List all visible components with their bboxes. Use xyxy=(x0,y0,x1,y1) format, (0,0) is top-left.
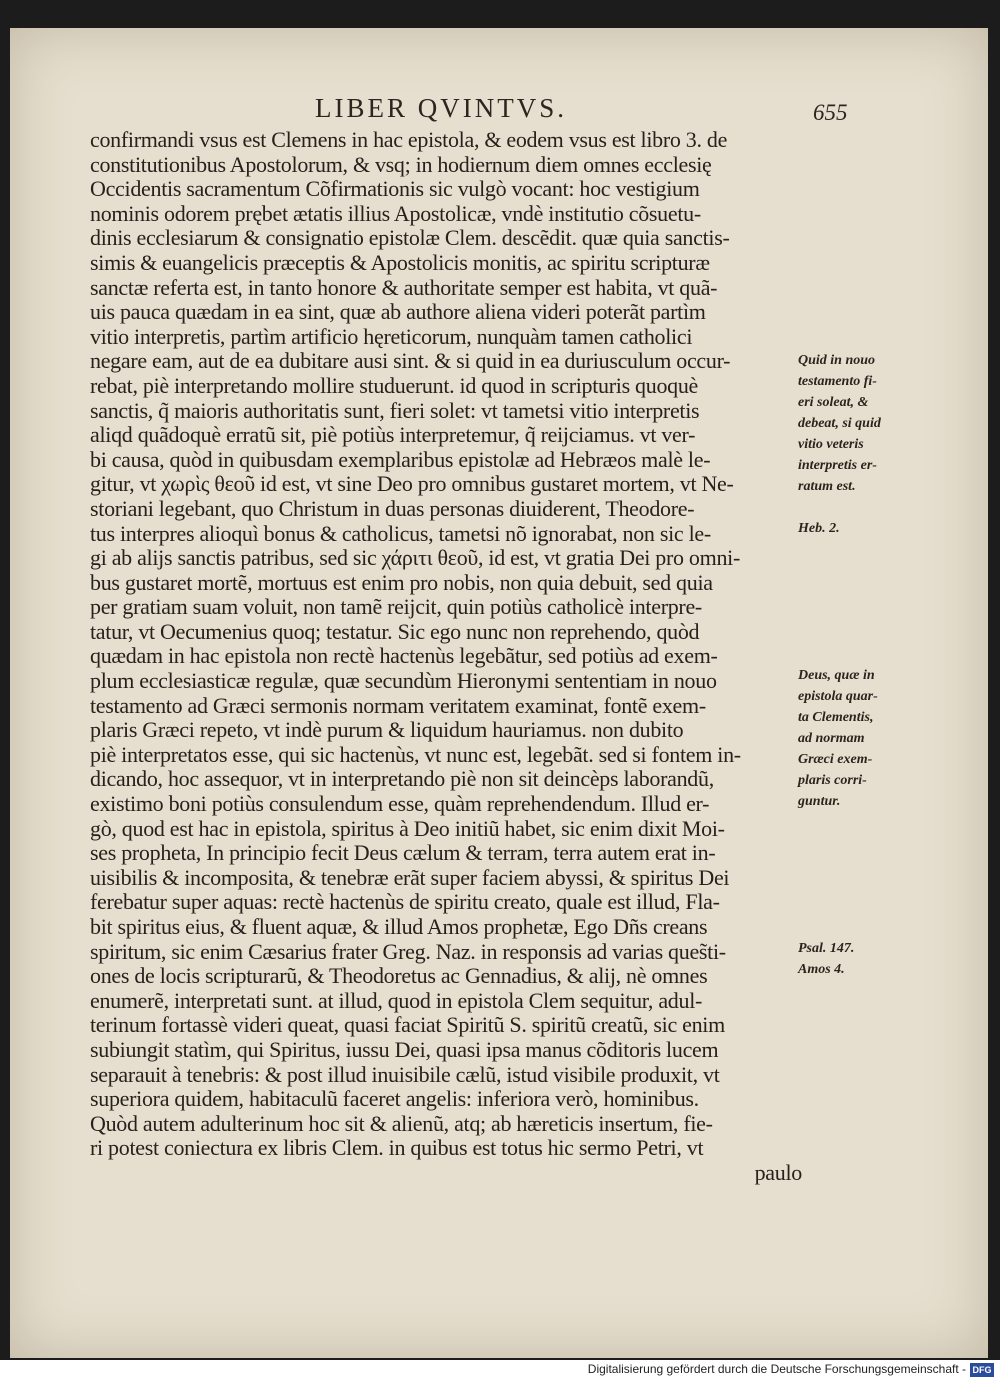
margin-note-line: Heb. 2. xyxy=(798,521,840,536)
body-text xyxy=(90,128,802,1186)
text-line: superiora quidem, habitaculũ faceret angelis: inferiora verò, hominibus. xyxy=(90,1086,699,1112)
text-line: simis & euangelicis præceptis & Apostolicis monitis, ac spiritu scripturæ xyxy=(90,249,710,275)
text-line: plaris Græci repeto, vt indè purum & liquidum hauriamus. non dubito xyxy=(90,717,684,743)
margin-note-line xyxy=(798,917,918,938)
text-line: gitur, vt χωρὶς θεοῦ id est, vt sine Deo pro omnibus gustaret mortem, vt Ne- xyxy=(90,471,734,497)
text-line: ferebatur super aquas: rectè hactenùs de spiritu creato, quale est illud, Fla- xyxy=(90,889,720,915)
margin-note-line xyxy=(798,623,918,644)
text-line: per gratiam suam voluit, non tamẽ reijcit, quin potiùs catholicè interpre- xyxy=(90,594,702,620)
text-line: bus gustaret mortẽ, mortuus est enim pro nobis, non quia debuit, sed quia xyxy=(90,569,713,595)
text-line: enumerẽ, interpretati sunt. at illud, quod in epistola Clem sequitur, adul- xyxy=(90,987,703,1013)
margin-note-line xyxy=(798,833,918,854)
text-line: tus interpres alioquì bonus & catholicus, tametsi nõ ignorabat, non sic le- xyxy=(90,520,711,546)
text-line: dicando, hoc assequor, vt in interpretando piè non sit deincèps laborandũ, xyxy=(90,766,714,792)
text-line: confirmandi vsus est Clemens in hac epistola, & eodem vsus est libro 3. de xyxy=(90,127,728,152)
text-line: Quòd autem adulterinum hoc sit & alienũ, atq; ab hæreticis insertum, fie- xyxy=(90,1110,713,1136)
margin-note-line xyxy=(798,539,918,560)
margin-note-line: Deus, quæ in xyxy=(798,668,875,683)
text-line: bi causa, quòd in quibusdam exemplaribus epistolæ ad Hebræos malè le- xyxy=(90,446,711,472)
margin-note-line xyxy=(798,854,918,875)
text-line: sanctæ referta est, in tanto honore & authoritate semper est habita, vt quã- xyxy=(90,274,718,300)
running-title: LIBER QVINTVS. xyxy=(315,93,567,123)
text-line: ri potest coniectura ex libris Clem. in quibus est totus hic sermo Petri, vt xyxy=(90,1135,704,1161)
text-line: terinum fortassè videri queat, quasi faciat Spiritũ S. spiritũ creatũ, sic enim xyxy=(90,1012,725,1038)
text-line: storiani legebant, quo Christum in duas personas diuiderent, Theodore- xyxy=(90,495,695,521)
text-line: vitio interpretis, partìm artificio hęreticorum, nunquàm tamen catholici xyxy=(90,323,693,349)
text-line: sanctis, q̃ maioris authoritatis sunt, fieri solet: vt tametsi vitio interpretis xyxy=(90,397,700,423)
text-line: ones de locis scripturarũ, & Theodoretus ac Gennadius, & alij, nè omnes xyxy=(90,963,708,989)
margin-note-line: Psal. 147. xyxy=(798,941,855,956)
text-line: spiritum, sic enim Cæsarius frater Greg. Naz. in responsis ad varias ques̃ti- xyxy=(90,938,726,964)
text-line: uis pauca quædam in ea sint, quæ ab authore aliena videri poterãt partìm xyxy=(90,299,706,325)
margin-note-line: eri soleat, & xyxy=(798,395,869,410)
margin-note-line xyxy=(798,896,918,917)
text-line: negare eam, aut de ea dubitare ausi sint. & si quid in ea duriusculum occur- xyxy=(90,348,731,374)
page-number: 655 xyxy=(813,100,848,125)
margin-note-line: interpretis er- xyxy=(798,458,877,473)
text-line: ses propheta, In principio fecit Deus cælum & terram, terra autem erat in- xyxy=(90,840,716,866)
margin-note-line: Quid in nouo xyxy=(798,353,876,368)
text-line: testamento ad Græci sermonis normam veritatem examinat, fontẽ exem- xyxy=(90,692,706,718)
text-line: separauit à tenebris: & post illud inuisibile cælũ, istud visibile produxit, vt xyxy=(90,1061,720,1087)
text-line: uisibilis & incomposita, & tenebræ erãt super faciem abyssi, & spiritus Dei xyxy=(90,864,730,890)
margin-note-line: ad normam xyxy=(798,731,865,746)
margin-note-line xyxy=(798,812,918,833)
margin-note-line: plaris corri- xyxy=(798,773,867,788)
margin-note-line: ta Clementis, xyxy=(798,710,874,725)
text-line: Occidentis sacramentum Cõfirmationis sic vulgò vocant: hoc vestigium xyxy=(90,176,700,202)
margin-note-line: epistola quar- xyxy=(798,689,878,704)
margin-note-line xyxy=(798,560,918,581)
text-line: constitutionibus Apostolorum, & vsq; in hodiernum diem omnes ecclesię xyxy=(90,151,712,177)
margin-note-line xyxy=(798,581,918,602)
text-line: quædam in hac epistola non rectè hactenùs legebãtur, sed potiùs ad exem- xyxy=(90,643,718,669)
text-line: paulo xyxy=(754,1159,802,1185)
margin-note-line xyxy=(798,497,918,518)
text-line: plum ecclesiasticæ regulæ, quæ secundùm Hieronymi sententiam in nouo xyxy=(90,668,717,694)
margin-note-line: Amos 4. xyxy=(798,962,845,977)
text-line: piè interpretatos esse, qui sic hactenùs, vt nunc est, legebãt. sed si fontem in- xyxy=(90,741,741,767)
text-line: bit spiritus eius, & fluent aquæ, & illud Amos prophetæ, Ego Dñs creans xyxy=(90,914,708,939)
margin-note-line: testamento fi- xyxy=(798,374,877,389)
margin-note-line xyxy=(798,644,918,665)
margin-note-line xyxy=(798,602,918,623)
margin-note-line: debeat, si quid xyxy=(798,416,881,431)
margin-note-line xyxy=(798,875,918,896)
margin-note-line: Græci exem- xyxy=(798,752,873,767)
text-line: existimo boni potiùs consulendum esse, quàm reprehendendum. Illud er- xyxy=(90,791,710,817)
funding-credit: Digitalisierung gefördert durch die Deutsche Forschungsgemeinschaft - xyxy=(587,1362,966,1376)
text-line: gò, quod est hac in epistola, spiritus à Deo initiũ habet, sic enim dixit Moi- xyxy=(90,815,725,841)
text-line: tatur, vt Oecumenius quoq; testatur. Sic ego nunc non reprehendo, quòd xyxy=(90,618,700,644)
margin-notes xyxy=(798,350,918,980)
text-line: rebat, piè interpretando mollire studuerunt. id quod in scripturis quoquè xyxy=(90,372,699,398)
margin-note-line: guntur. xyxy=(798,794,841,809)
margin-note-line: ratum est. xyxy=(798,479,856,494)
text-line: aliqd quãdoquè erratũ sit, piè potiùs interpretemur, q̃ reijciamus. vt ver- xyxy=(90,422,696,448)
text-line: dinis ecclesiarum & consignatio epistolæ Clem. descẽdit. quæ quia sanctis- xyxy=(90,225,730,251)
dfg-logo: DFG xyxy=(970,1363,994,1377)
text-line: gi ab alijs sanctis patribus, sed sic χάριτι θεοῦ, id est, vt gratia Dei pro omni- xyxy=(90,545,740,571)
text-line: subiungit statìm, qui Spiritus, iussu Dei, quasi ipsa manus cõditoris lucem xyxy=(90,1036,719,1062)
margin-note-line: vitio veteris xyxy=(798,437,864,452)
text-line: nominis odorem prębet ætatis illius Apostolicæ, vndè institutio cõsuetu- xyxy=(90,200,701,226)
